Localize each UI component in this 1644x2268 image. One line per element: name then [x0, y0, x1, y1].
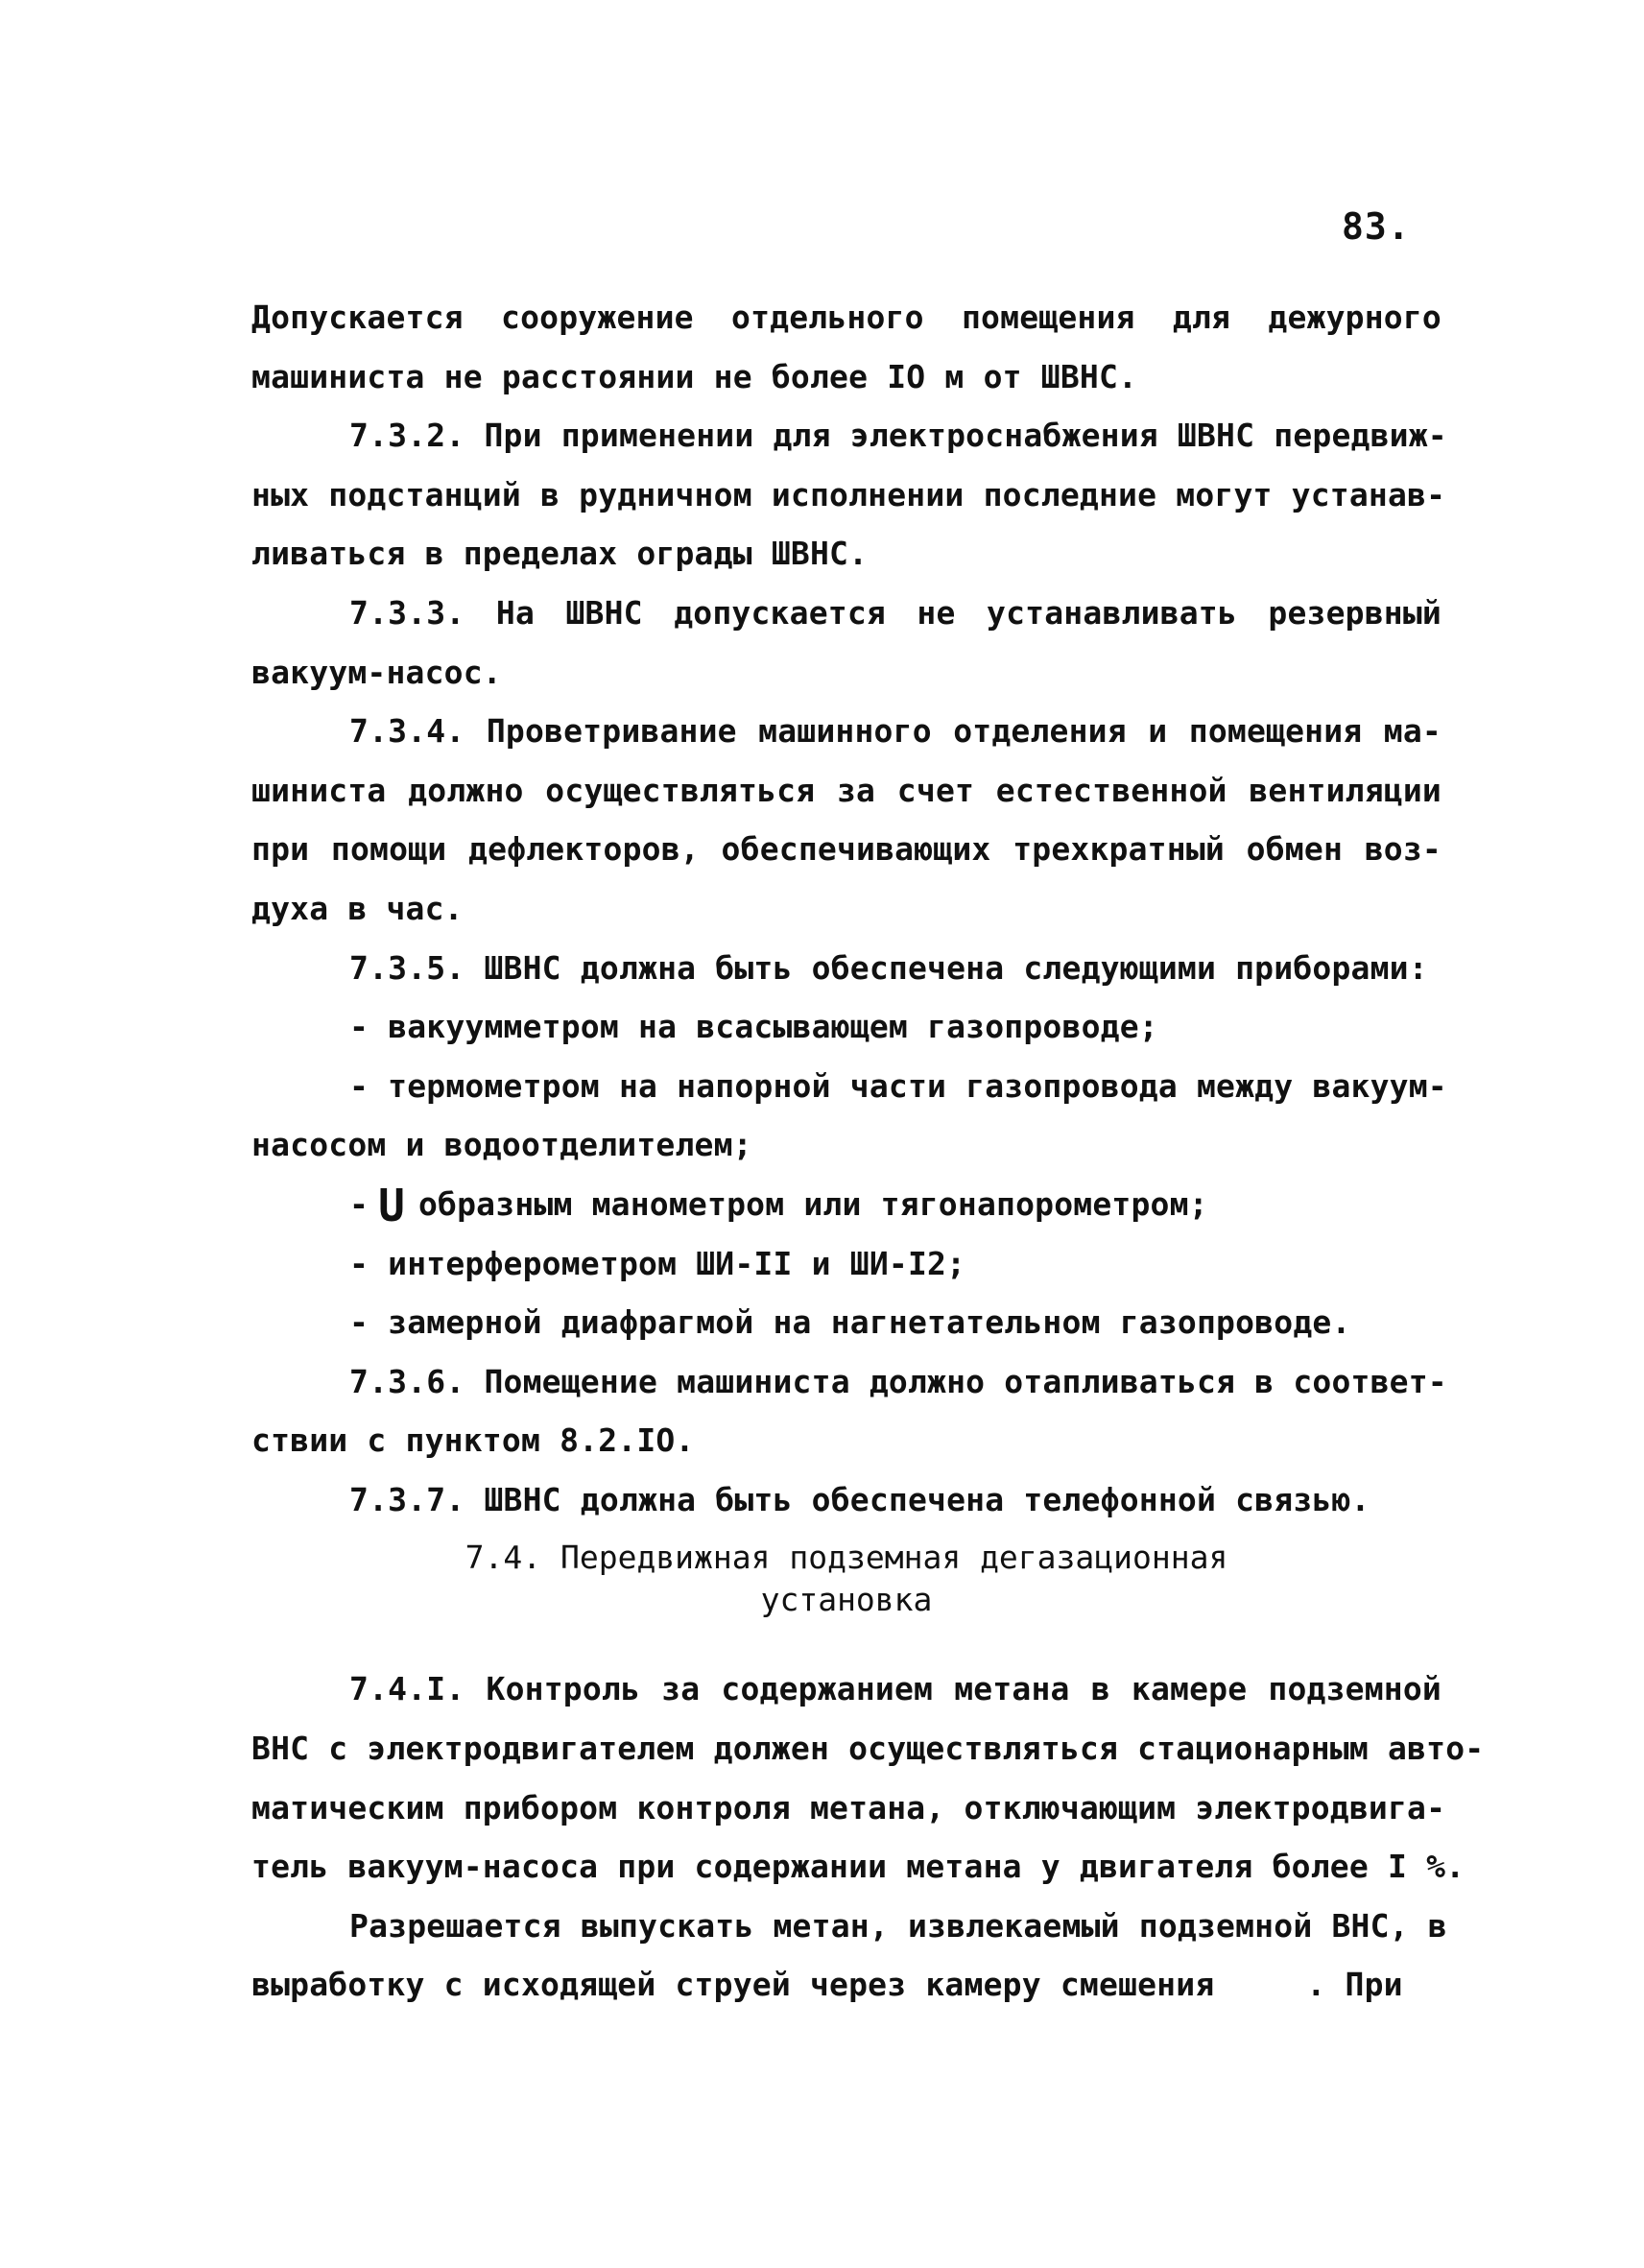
text-line: тель вакуум-насоса при содержании метана у двигателя более I %.: [251, 1848, 1465, 1886]
clause-7-3-4: 7.3.4. Проветривание машинного отделения и помещения ма-: [349, 712, 1441, 751]
u-shape-mark: U: [378, 1179, 405, 1231]
list-item-thermometer: - термометром на напорной части газопровода между вакуум-: [349, 1066, 1447, 1105]
text-line: духа в час.: [251, 889, 464, 927]
text-line: ВНС с электродвигателем должен осуществляться стационарным авто-: [251, 1730, 1485, 1768]
text-line: шиниста должно осуществляться за счет естественной вентиляции: [251, 771, 1441, 809]
clause-7-3-2: 7.3.2. При применении для электроснабжения ШВНС передвиж-: [349, 417, 1447, 455]
clause-7-3-6: 7.3.6. Помещение машиниста должно отапливаться в соответ-: [349, 1362, 1447, 1400]
list-item-diaphragm: - замерной диафрагмой на нагнетательном газопроводе.: [349, 1303, 1351, 1342]
list-item-interferometer: - интерферометром ШИ-II и ШИ-I2;: [349, 1244, 966, 1282]
list-dash: -: [349, 1184, 369, 1223]
page-number: 83.: [1342, 205, 1411, 248]
text-line: [251, 1955, 1441, 2015]
text-line: ствии с пунктом 8.2.IO.: [251, 1421, 695, 1460]
clause-7-3-5: 7.3.5. ШВНС должна быть обеспечена следующими приборами:: [349, 948, 1428, 987]
text-line-start: выработку с исходящей струей через камеру смешения: [251, 1966, 1215, 2004]
section-heading-line: установка: [760, 1581, 933, 1619]
clause-7-3-3: 7.3.3. На ШВНС допускается не устанавливать резервный: [349, 593, 1441, 632]
list-item-vacuum-meter: - вакуумметром на всасывающем газопроводе;: [349, 1008, 1158, 1046]
text-line: ных подстанций в рудничном исполнении последние могут устанав-: [251, 475, 1446, 513]
text-line: вакуум-насос.: [251, 653, 502, 691]
body-text: [251, 288, 1485, 2015]
list-item-text: образным манометром или тягонапорометром;: [417, 1184, 1208, 1223]
text-line: насосом и водоотделителем;: [251, 1126, 752, 1164]
section-heading: [251, 1529, 1441, 1659]
text-line: ливаться в пределах ограды ШВНС.: [251, 535, 869, 573]
section-heading-line: 7.4. Передвижная подземная дегазационная: [465, 1539, 1228, 1577]
clause-7-3-7: 7.3.7. ШВНС должна быть обеспечена телефонной связью.: [349, 1480, 1370, 1518]
text-line: матическим прибором контроля метана, отключающим электродвига-: [251, 1788, 1446, 1826]
paragraph-methane-release: Разрешается выпускать метан, извлекаемый подземной ВНС, в: [349, 1906, 1447, 1945]
text-line: при помощи дефлекторов, обеспечивающих трехкратный обмен воз-: [251, 830, 1441, 869]
clause-7-4-1: 7.4.I. Контроль за содержанием метана в камере подземной: [349, 1670, 1441, 1708]
list-item-manometer: [251, 1175, 1441, 1234]
text-line: машиниста не расстоянии не более IO м от ШВНС.: [251, 357, 1138, 395]
text-line-end: . При: [1306, 1966, 1403, 2004]
text-line: Допускается сооружение отдельного помещения для дежурного: [251, 298, 1441, 336]
